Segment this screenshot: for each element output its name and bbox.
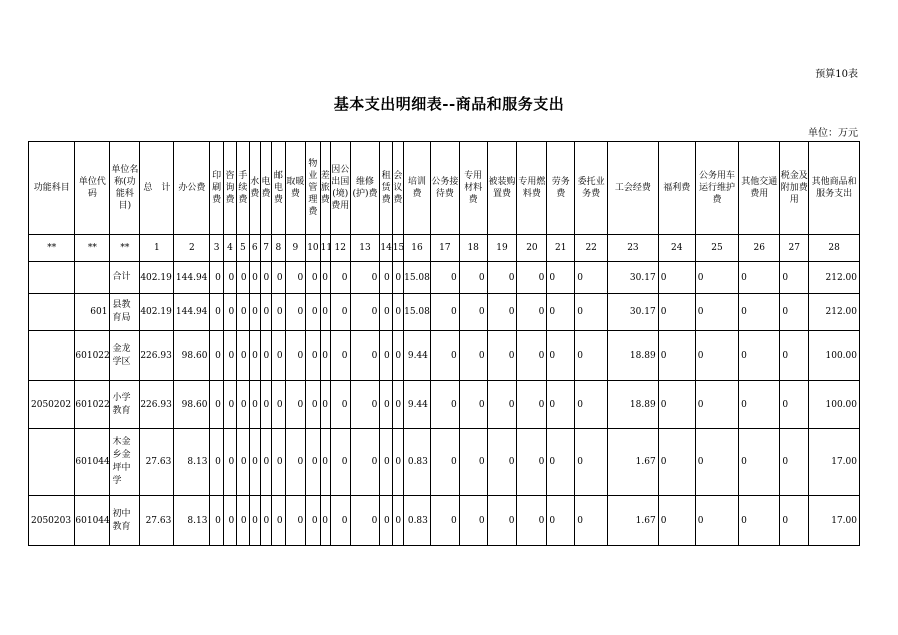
index-cell: 12	[330, 235, 350, 262]
table-cell: 0	[320, 381, 330, 429]
table-cell: 0	[487, 429, 517, 496]
table-cell: 0	[780, 331, 809, 381]
header-row	[29, 142, 860, 235]
table-cell: 0	[695, 381, 738, 429]
table-cell: 0	[547, 429, 575, 496]
table-cell: 0	[658, 496, 695, 546]
table-cell: 0	[237, 429, 249, 496]
header-cell: 功能科目	[29, 142, 75, 235]
index-cell: 10	[306, 235, 320, 262]
table-cell: 0	[249, 331, 260, 381]
table-cell: 0.83	[404, 429, 431, 496]
table-cell: 9.44	[404, 381, 431, 429]
table-cell: 0	[320, 429, 330, 496]
header-cell: 工会经费	[608, 142, 659, 235]
table-cell: 0	[739, 496, 780, 546]
table-cell: 0	[223, 429, 236, 496]
table-cell: 100.00	[809, 381, 860, 429]
page-title: 基本支出明细表--商品和服务支出	[333, 95, 565, 113]
table-cell: 1.67	[608, 429, 659, 496]
table-cell: 0	[330, 429, 350, 496]
table-cell: 0	[575, 381, 608, 429]
unit-label: 单位：万元	[808, 128, 858, 139]
table-cell: 0	[330, 381, 350, 429]
header-cell: 专用材料费	[459, 142, 487, 235]
table-cell: 0	[210, 331, 223, 381]
table-cell: 402.19	[140, 262, 174, 294]
table-cell: 0	[380, 429, 392, 496]
table-cell: 27.63	[140, 429, 174, 496]
table-cell: 0	[350, 262, 380, 294]
table-cell: 0	[380, 331, 392, 381]
table-cell: 0	[285, 381, 306, 429]
table-cell: 0	[210, 496, 223, 546]
table-cell: 601022	[75, 381, 110, 429]
header-cell: 物业管理费	[306, 142, 320, 235]
table-cell: 0	[380, 496, 392, 546]
table-cell: 0	[780, 294, 809, 331]
table-cell: 0	[487, 381, 517, 429]
table-cell: 0	[272, 429, 285, 496]
table-cell: 0	[575, 331, 608, 381]
table-row	[29, 331, 860, 381]
table-cell: 0	[392, 294, 403, 331]
table-cell: 0	[249, 262, 260, 294]
table-cell: 0	[249, 381, 260, 429]
table-cell: 0	[272, 381, 285, 429]
table-cell: 0	[430, 294, 459, 331]
table-cell	[29, 429, 75, 496]
index-cell: 21	[547, 235, 575, 262]
table-row	[29, 496, 860, 546]
table-cell: 0	[272, 331, 285, 381]
table-cell: 0	[210, 294, 223, 331]
header-cell: 办公费	[174, 142, 210, 235]
header-cell: 取暖费	[285, 142, 306, 235]
table-cell: 小学教育	[110, 381, 140, 429]
header-cell: 培训费	[404, 142, 431, 235]
table-cell: 601	[75, 294, 110, 331]
index-cell: 26	[739, 235, 780, 262]
index-cell: 25	[695, 235, 738, 262]
table-cell: 15.08	[404, 294, 431, 331]
table-cell: 0	[658, 294, 695, 331]
index-cell: **	[75, 235, 110, 262]
table-cell: 0	[223, 496, 236, 546]
table-cell: 0	[517, 331, 547, 381]
table-cell: 0	[350, 381, 380, 429]
table-cell: 0	[517, 294, 547, 331]
table-cell: 0	[517, 496, 547, 546]
table-row	[29, 294, 860, 331]
table-cell: 0	[285, 496, 306, 546]
table-cell: 0	[459, 496, 487, 546]
table-cell: 0	[487, 331, 517, 381]
table-cell: 144.94	[174, 294, 210, 331]
form-number: 预算10表	[815, 69, 858, 80]
table-cell: 0	[306, 381, 320, 429]
header-cell: 单位名称(功能科目)	[110, 142, 140, 235]
table-cell: 601022	[75, 331, 110, 381]
table-cell: 0	[223, 262, 236, 294]
table-cell: 0	[695, 496, 738, 546]
table-row	[29, 262, 860, 294]
table-cell: 0	[695, 294, 738, 331]
table-cell: 0	[780, 381, 809, 429]
table-cell: 合计	[110, 262, 140, 294]
table-cell: 0	[330, 294, 350, 331]
table-cell: 0	[392, 429, 403, 496]
index-row	[29, 235, 860, 262]
table-cell: 0	[392, 331, 403, 381]
table-cell: 0	[380, 294, 392, 331]
table-cell: 212.00	[809, 294, 860, 331]
table-cell: 0	[260, 294, 271, 331]
table-cell: 0	[430, 262, 459, 294]
index-cell: 13	[350, 235, 380, 262]
table-cell: 601044	[75, 429, 110, 496]
index-cell: 14	[380, 235, 392, 262]
table-cell: 98.60	[174, 331, 210, 381]
table-cell: 0	[249, 294, 260, 331]
table-cell: 0	[430, 429, 459, 496]
table-cell: 0	[459, 262, 487, 294]
index-cell: 16	[404, 235, 431, 262]
table-cell: 0	[517, 262, 547, 294]
table-cell: 0	[320, 262, 330, 294]
table-cell: 0	[517, 381, 547, 429]
table-cell: 402.19	[140, 294, 174, 331]
index-cell: 3	[210, 235, 223, 262]
table-cell: 0	[237, 381, 249, 429]
table-cell: 100.00	[809, 331, 860, 381]
table-cell: 0	[330, 262, 350, 294]
table-row	[29, 381, 860, 429]
table-cell: 0	[547, 294, 575, 331]
table-cell: 0	[430, 496, 459, 546]
table-cell: 0	[547, 496, 575, 546]
table-cell: 0	[350, 294, 380, 331]
header-cell: 其他商品和服务支出	[809, 142, 860, 235]
table-cell: 0	[272, 294, 285, 331]
table-cell: 0	[306, 496, 320, 546]
table-cell: 0	[223, 294, 236, 331]
table-cell: 0	[272, 262, 285, 294]
table-cell: 0	[575, 496, 608, 546]
table-cell: 0	[285, 331, 306, 381]
index-cell: 19	[487, 235, 517, 262]
index-cell: 28	[809, 235, 860, 262]
table-cell: 226.93	[140, 331, 174, 381]
header-cell: 税金及附加费用	[780, 142, 809, 235]
index-cell: 20	[517, 235, 547, 262]
table-cell: 0	[575, 429, 608, 496]
table-cell: 98.60	[174, 381, 210, 429]
table-cell: 0	[237, 294, 249, 331]
table-cell: 0	[487, 496, 517, 546]
table-cell: 0	[237, 496, 249, 546]
index-cell: 5	[237, 235, 249, 262]
table-cell: 0	[260, 381, 271, 429]
table-cell: 0	[430, 331, 459, 381]
header-cell: 租赁费	[380, 142, 392, 235]
table-cell: 0	[430, 381, 459, 429]
table-cell: 0	[658, 262, 695, 294]
table-cell: 0	[392, 381, 403, 429]
table-cell: 0	[306, 262, 320, 294]
table-cell	[29, 262, 75, 294]
header-cell: 委托业务费	[575, 142, 608, 235]
table-cell: 0	[695, 331, 738, 381]
table-cell: 2050203	[29, 496, 75, 546]
table-cell: 0	[739, 294, 780, 331]
table-cell: 0	[320, 294, 330, 331]
table-cell: 2050202	[29, 381, 75, 429]
table-cell: 0	[575, 294, 608, 331]
table-cell: 0	[739, 331, 780, 381]
table-cell: 木金乡金坪中学	[110, 429, 140, 496]
table-cell: 30.17	[608, 262, 659, 294]
table-cell: 15.08	[404, 262, 431, 294]
header-cell: 水费	[249, 142, 260, 235]
index-cell: 24	[658, 235, 695, 262]
table-cell: 县教育局	[110, 294, 140, 331]
table-cell: 0	[459, 381, 487, 429]
index-cell: 1	[140, 235, 174, 262]
table-cell: 0	[392, 262, 403, 294]
table-cell: 0	[260, 496, 271, 546]
index-cell: 8	[272, 235, 285, 262]
table-cell: 8.13	[174, 496, 210, 546]
table-cell: 0	[249, 496, 260, 546]
header-cell: 会议费	[392, 142, 403, 235]
table-row	[29, 429, 860, 496]
table-cell: 0	[350, 496, 380, 546]
index-cell: 18	[459, 235, 487, 262]
table-cell: 0	[459, 331, 487, 381]
table-cell: 144.94	[174, 262, 210, 294]
table-cell: 0	[285, 429, 306, 496]
table-cell: 0	[330, 331, 350, 381]
table-cell: 0	[306, 331, 320, 381]
table-cell: 0	[780, 262, 809, 294]
table-cell	[75, 262, 110, 294]
table-cell: 0	[320, 496, 330, 546]
table-cell: 601044	[75, 496, 110, 546]
table-cell: 30.17	[608, 294, 659, 331]
table-cell: 0	[547, 381, 575, 429]
expense-table	[28, 141, 860, 546]
table-cell: 0	[260, 262, 271, 294]
table-cell: 226.93	[140, 381, 174, 429]
table-cell: 0	[380, 381, 392, 429]
table-cell: 0	[739, 381, 780, 429]
table-cell: 0	[487, 294, 517, 331]
table-cell: 27.63	[140, 496, 174, 546]
table-cell	[29, 331, 75, 381]
index-cell: 6	[249, 235, 260, 262]
header-cell: 劳务费	[547, 142, 575, 235]
table-cell: 8.13	[174, 429, 210, 496]
table-cell: 0	[780, 429, 809, 496]
table-cell: 0	[237, 331, 249, 381]
table-cell: 0	[658, 331, 695, 381]
table-cell: 0	[380, 262, 392, 294]
header-cell: 福利费	[658, 142, 695, 235]
table-cell: 1.67	[608, 496, 659, 546]
table-cell: 9.44	[404, 331, 431, 381]
table-cell: 0	[739, 262, 780, 294]
table-cell: 0	[658, 429, 695, 496]
index-cell: **	[110, 235, 140, 262]
table-cell: 0	[575, 262, 608, 294]
index-cell: 11	[320, 235, 330, 262]
table-cell: 0	[517, 429, 547, 496]
header-cell: 手续费	[237, 142, 249, 235]
table-cell: 初中教育	[110, 496, 140, 546]
table-cell: 212.00	[809, 262, 860, 294]
header-cell: 单位代码	[75, 142, 110, 235]
header-cell: 其他交通费用	[739, 142, 780, 235]
table-cell: 0	[260, 429, 271, 496]
table-cell: 0.83	[404, 496, 431, 546]
index-cell: 4	[223, 235, 236, 262]
header-cell: 咨询费	[223, 142, 236, 235]
table-cell: 0	[350, 429, 380, 496]
index-cell: 15	[392, 235, 403, 262]
table-cell: 0	[210, 262, 223, 294]
table-cell	[29, 294, 75, 331]
table-cell: 0	[210, 381, 223, 429]
header-cell: 印刷费	[210, 142, 223, 235]
index-cell: 2	[174, 235, 210, 262]
header-cell: 总 计	[140, 142, 174, 235]
table-cell: 金龙学区	[110, 331, 140, 381]
index-cell: **	[29, 235, 75, 262]
table-cell: 0	[392, 496, 403, 546]
header-cell: 电费	[260, 142, 271, 235]
table-cell: 0	[272, 496, 285, 546]
table-cell: 0	[695, 429, 738, 496]
header-cell: 公务用车运行维护费	[695, 142, 738, 235]
table-cell: 0	[487, 262, 517, 294]
table-cell: 0	[223, 331, 236, 381]
table-cell: 0	[695, 262, 738, 294]
table-cell: 17.00	[809, 429, 860, 496]
table-cell: 0	[260, 331, 271, 381]
index-cell: 9	[285, 235, 306, 262]
index-cell: 23	[608, 235, 659, 262]
header-cell: 差旅费	[320, 142, 330, 235]
table-cell: 0	[330, 496, 350, 546]
table-cell: 0	[547, 331, 575, 381]
header-cell: 专用燃料费	[517, 142, 547, 235]
table-cell: 0	[306, 294, 320, 331]
table-cell: 0	[350, 331, 380, 381]
table-cell: 0	[306, 429, 320, 496]
header-cell: 因公出国(境)费用	[330, 142, 350, 235]
table-cell: 0	[459, 294, 487, 331]
index-cell: 27	[780, 235, 809, 262]
table-cell: 0	[237, 262, 249, 294]
table-cell: 0	[658, 381, 695, 429]
table-cell: 0	[547, 262, 575, 294]
header-cell: 维修(护)费	[350, 142, 380, 235]
table-cell: 18.89	[608, 331, 659, 381]
table-cell: 0	[223, 381, 236, 429]
table-cell: 0	[780, 496, 809, 546]
index-cell: 22	[575, 235, 608, 262]
table-cell: 17.00	[809, 496, 860, 546]
table-cell: 18.89	[608, 381, 659, 429]
index-cell: 7	[260, 235, 271, 262]
table-cell: 0	[459, 429, 487, 496]
table-cell: 0	[739, 429, 780, 496]
index-cell: 17	[430, 235, 459, 262]
header-cell: 被装购置费	[487, 142, 517, 235]
table-cell: 0	[320, 331, 330, 381]
table-cell: 0	[210, 429, 223, 496]
header-cell: 邮电费	[272, 142, 285, 235]
table-cell: 0	[249, 429, 260, 496]
header-cell: 公务接待费	[430, 142, 459, 235]
table-cell: 0	[285, 262, 306, 294]
table-cell: 0	[285, 294, 306, 331]
